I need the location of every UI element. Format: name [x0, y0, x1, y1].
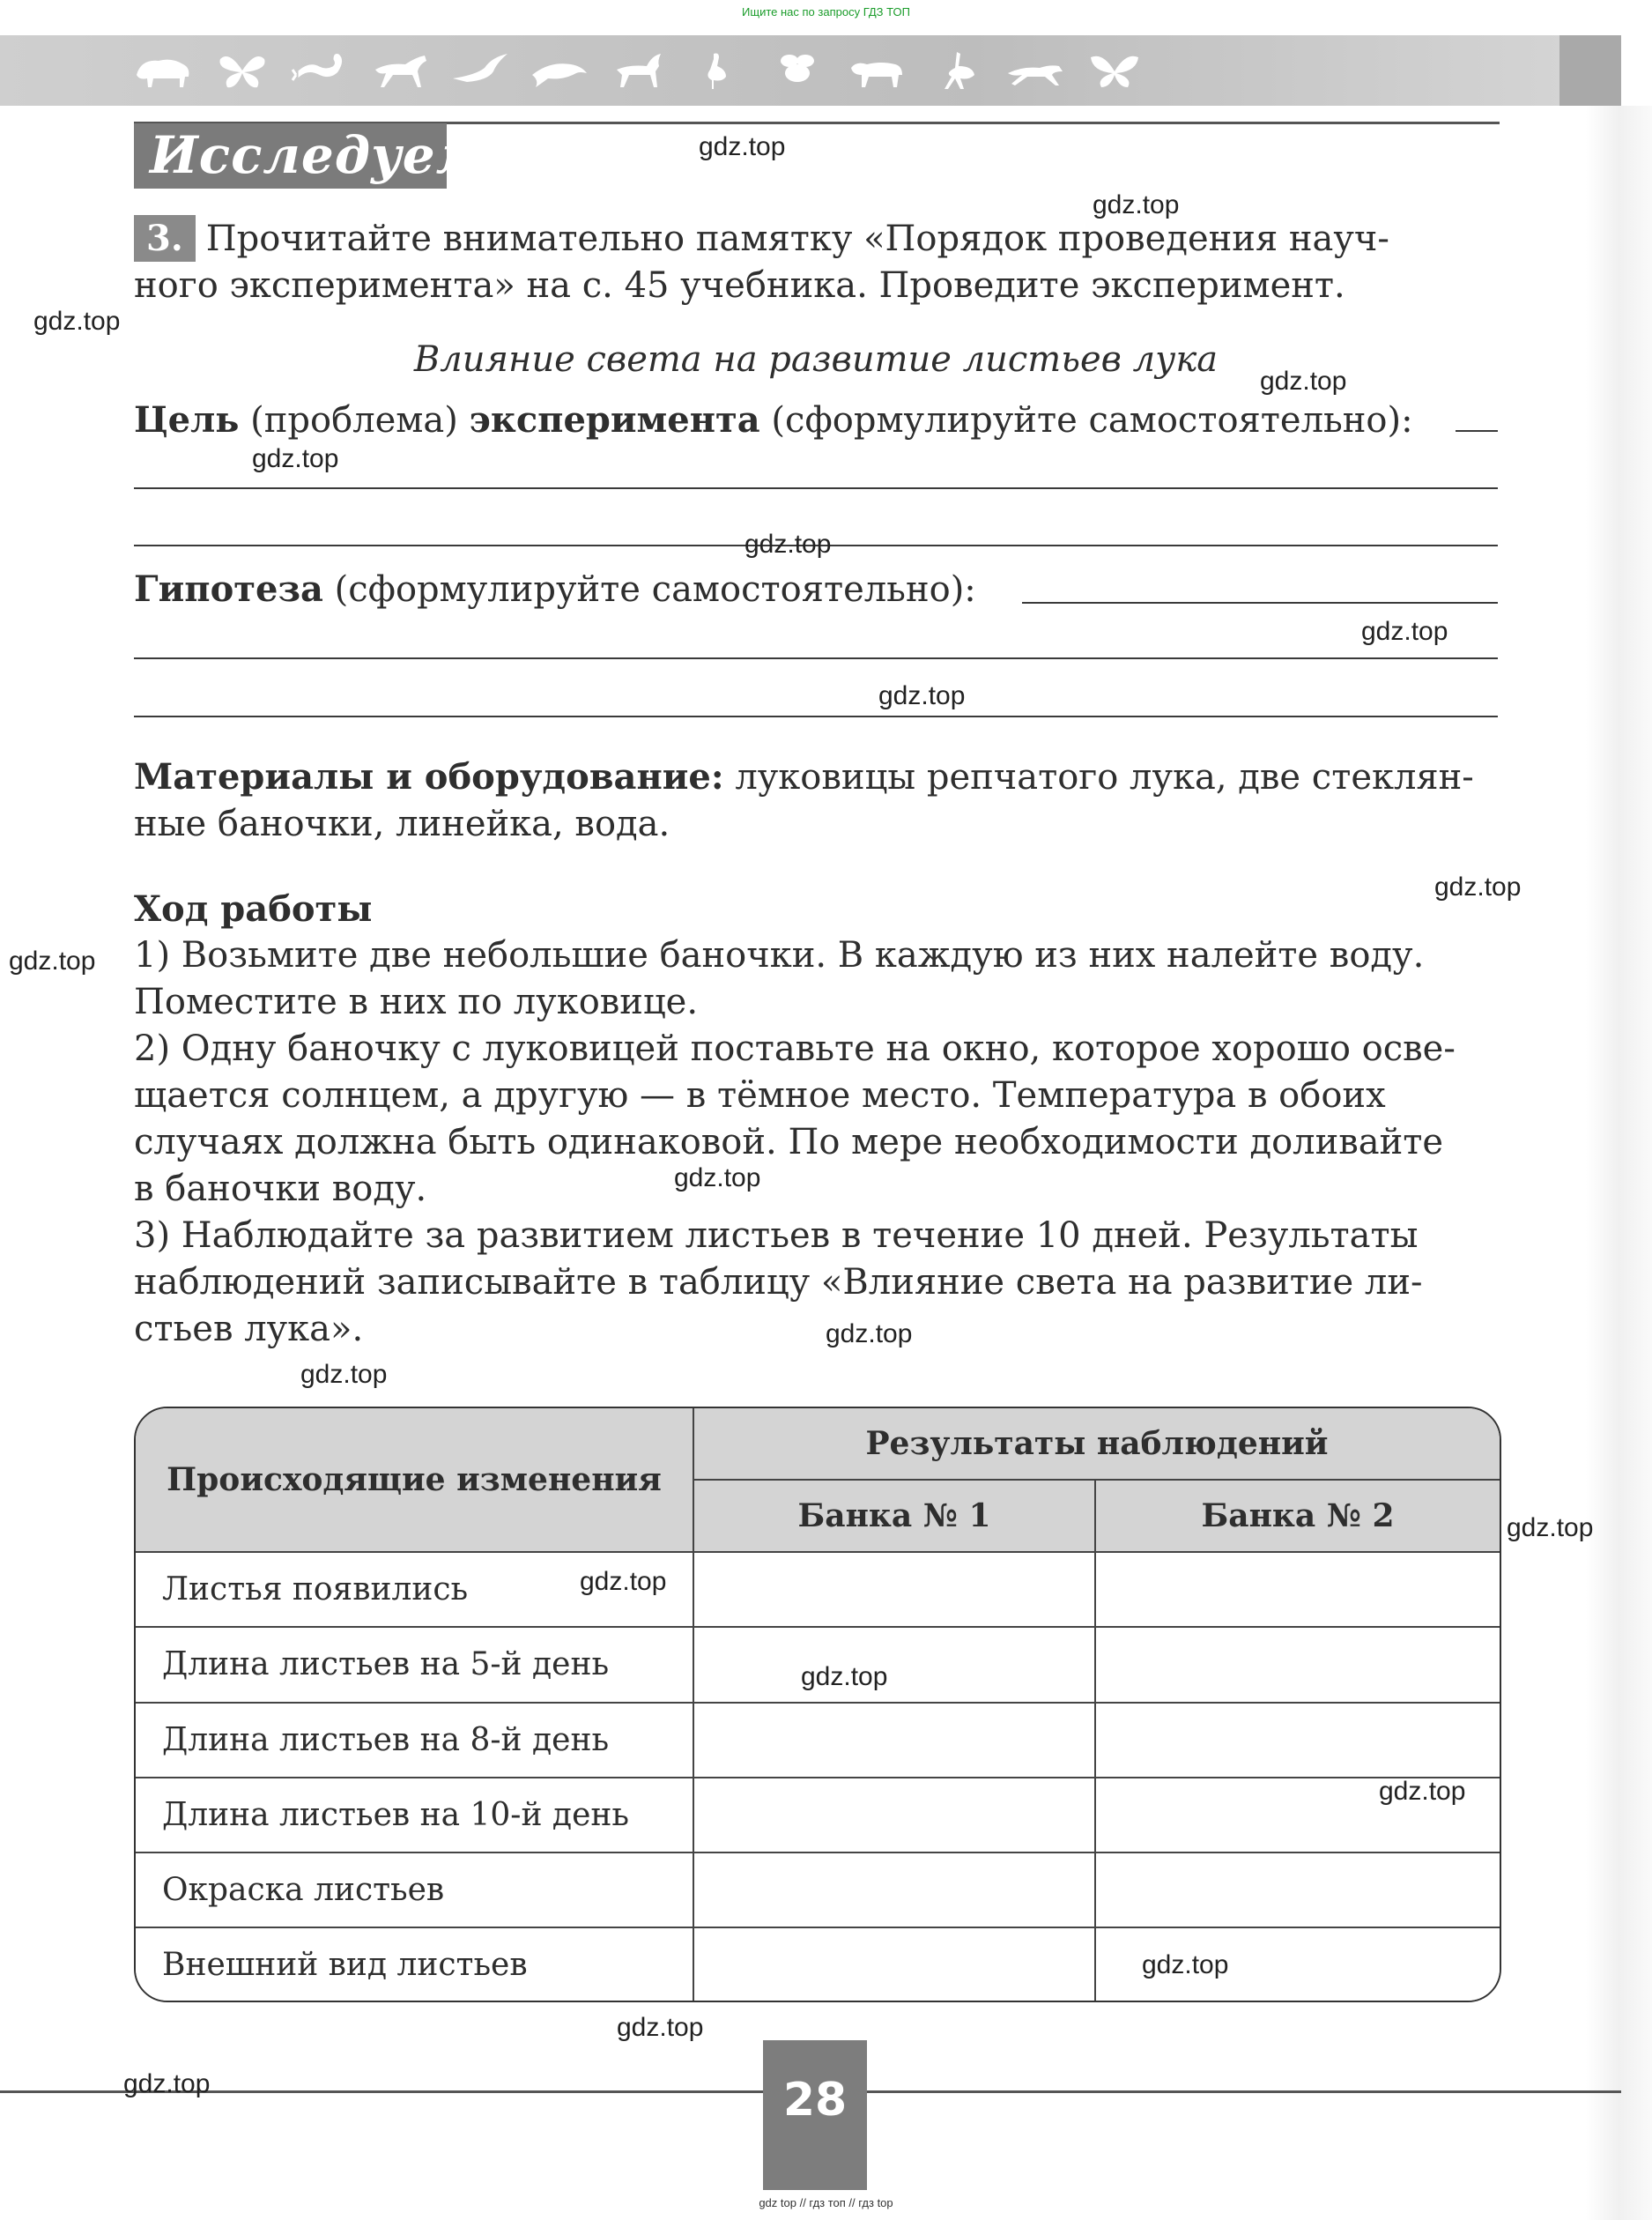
procedure-line: в баночки воду.: [134, 1169, 427, 1209]
procedure-line: щается солнцем, а другую — в тёмное место. Температура в обоих: [134, 1075, 1386, 1116]
watermark: gdz.top: [1093, 190, 1180, 219]
table-row: [136, 1553, 1500, 1628]
jar-1-cell[interactable]: [694, 1628, 1096, 1703]
procedure-line: Поместите в них по луковице.: [134, 982, 699, 1022]
section-title-box: [134, 123, 485, 189]
procedure-line: наблюдений записывайте в таблицу «Влияние света на развитие ли-: [134, 1262, 1423, 1303]
page-number: 28: [782, 2074, 848, 2127]
butterfly-icon: [211, 48, 273, 93]
bison-icon: [132, 48, 194, 93]
materials-bold: Материалы и оборудование:: [134, 756, 724, 798]
procedure-heading: Ход работы: [134, 888, 373, 930]
watermark: gdz.top: [1434, 872, 1522, 902]
procedure-line: стьев лука».: [134, 1309, 364, 1349]
jar-2-cell[interactable]: [1096, 1853, 1500, 1928]
watermark: gdz.top: [1260, 367, 1347, 396]
header-changes: Происходящие изменения: [136, 1408, 694, 1553]
table-row: [136, 1928, 1500, 2001]
row-label: Длина листьев на 8-й день: [136, 1704, 694, 1778]
row-label: Длина листьев на 5-й день: [136, 1628, 694, 1703]
procedure-line: 2) Одну баночку с луковицей поставьте на окно, которое хорошо осве-: [134, 1028, 1456, 1069]
hypothesis-text: (сформулируйте самостоятельно):: [322, 569, 976, 610]
watermark: gdz.top: [300, 1360, 388, 1389]
row-label: Окраска листьев: [136, 1853, 694, 1928]
goal-answer-line-1[interactable]: [134, 487, 1498, 489]
watermark: gdz.top: [745, 530, 832, 559]
bull-icon: [846, 48, 907, 93]
watermark: gdz.top: [252, 444, 339, 473]
table-row: [136, 1704, 1500, 1778]
task-line-1: Прочитайте внимательно памятку «Порядок проведения науч-: [205, 219, 1389, 259]
hypothesis-answer-line-2[interactable]: [134, 716, 1498, 717]
goal-answer-line-0[interactable]: [1456, 430, 1498, 432]
watermark: gdz.top: [9, 947, 96, 976]
table-row: [136, 1853, 1500, 1928]
goal-prompt: [134, 397, 1508, 444]
animal-silhouettes: [132, 46, 1145, 95]
jar-1-cell[interactable]: [694, 1853, 1096, 1928]
bee-icon: [767, 48, 828, 93]
jar-1-cell[interactable]: [694, 1778, 1096, 1853]
jar-1-cell[interactable]: [694, 1928, 1096, 2001]
dolphin-icon: [529, 48, 590, 93]
moth-icon: [1084, 48, 1145, 93]
watermark: gdz.top: [1379, 1777, 1466, 1806]
jar-2-cell[interactable]: [1096, 1704, 1500, 1778]
jar-1-cell[interactable]: [694, 1704, 1096, 1778]
page-number-box: [763, 2040, 867, 2190]
header-jar-1: Банка № 1: [694, 1481, 1096, 1553]
hypothesis-answer-line-0[interactable]: [1022, 602, 1498, 604]
goal-bold-1: Цель: [134, 399, 240, 441]
watermark: gdz.top: [33, 307, 121, 336]
row-label: Листья появились: [136, 1553, 694, 1628]
header-jar-2: Банка № 2: [1096, 1481, 1500, 1553]
header-edge: [1559, 35, 1621, 106]
watermark: gdz.top: [123, 2069, 211, 2098]
bird-icon: [449, 48, 511, 93]
cheetah-icon: [1004, 48, 1066, 93]
watermark: gdz.top: [826, 1319, 913, 1348]
procedure-block: [134, 886, 1508, 1353]
materials-line-2: ные баночки, линейка, вода.: [134, 804, 670, 844]
task-line-2: ного эксперимента» на с. 45 учебника. Проведите эксперимент.: [134, 265, 1345, 306]
section-title: Исследуем: [150, 125, 485, 185]
watermark: gdz.top: [801, 1662, 888, 1691]
row-label: Внешний вид листьев: [136, 1928, 694, 2001]
watermark: gdz.top: [1361, 617, 1448, 646]
hypothesis-answer-line-1[interactable]: [134, 657, 1498, 659]
goal-text-1: (проблема): [239, 400, 470, 441]
procedure-line: 1) Возьмите две небольшие баночки. В каждую из них налейте воду.: [134, 935, 1425, 976]
procedure-line: 3) Наблюдайте за развитием листьев в течение 10 дней. Результаты: [134, 1215, 1419, 1256]
scorpion-icon: [291, 48, 352, 93]
materials-line-1: луковицы репчатого лука, две стеклян-: [723, 757, 1474, 798]
watermark: gdz.top: [1142, 1950, 1229, 1979]
footer-note: gdz top // гдз топ // гдз top: [759, 2196, 893, 2209]
watermark: gdz.top: [1507, 1513, 1594, 1542]
goal-bold-2: эксперимента: [469, 399, 760, 441]
row-label: Длина листьев на 10-й день: [136, 1778, 694, 1853]
horse-icon: [370, 48, 432, 93]
hypothesis-bold: Гипотеза: [134, 568, 323, 610]
watermark: gdz.top: [674, 1163, 761, 1192]
materials-text: [134, 754, 1508, 848]
task-number: 3.: [134, 215, 196, 262]
watermark: gdz.top: [878, 681, 966, 710]
experiment-title: Влияние света на развитие листьев лука: [413, 339, 1219, 380]
watermark: gdz.top: [617, 2013, 704, 2042]
page-edge-shadow: [1586, 106, 1652, 2220]
table-row: [136, 1778, 1500, 1853]
jar-1-cell[interactable]: [694, 1553, 1096, 1628]
top-note: Ищите нас по запросу ГДЗ ТОП: [742, 5, 910, 19]
watermark: gdz.top: [699, 132, 786, 161]
header-results: Результаты наблюдений: [694, 1408, 1500, 1481]
task-text: [134, 215, 1508, 309]
observation-table: [134, 1407, 1501, 2002]
ostrich-icon: [925, 48, 987, 93]
hypothesis-prompt: [134, 566, 1508, 613]
heron-icon: [687, 48, 749, 93]
jar-2-cell[interactable]: [1096, 1628, 1500, 1703]
goat-icon: [608, 48, 670, 93]
procedure-line: случаях должна быть одинаковой. По мере необходимости доливайте: [134, 1122, 1444, 1162]
watermark: gdz.top: [580, 1567, 667, 1596]
jar-2-cell[interactable]: [1096, 1553, 1500, 1628]
goal-text-2: (сформулируйте самостоятельно):: [759, 400, 1413, 441]
